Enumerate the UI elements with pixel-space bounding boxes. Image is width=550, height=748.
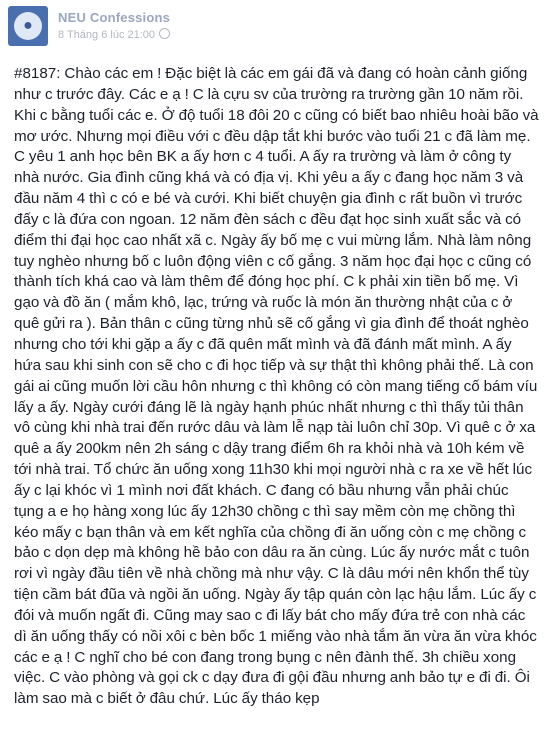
- avatar-logo: ●: [14, 12, 42, 40]
- post-timestamp-text: 8 Tháng 6 lúc 21:00: [58, 29, 156, 41]
- page-name-link[interactable]: NEU Confessions: [58, 10, 171, 25]
- post-body-text: #8187: Chào các em ! Đặc biệt là các em gái đã và đang có hoàn cảnh giống như c trước đây. Các e ạ ! C là cựu sv của trường ra trường gần 10 năm rồi. Khi c bằng tuổi các e. Ở độ tuổi 18 đôi 20 c cũng có biết bao nhiêu hoài bão và mơ ước. Nhưng mọi điều với c đều dập tắt khi bước vào tuổi 21 c đã làm mẹ. C yêu 1 anh học bên BK a ấy hơn c 4 tuổi. A ấy ra trường và làm ở công ty nhà nước. Gia đình cũng khá và có địa vị. Khi yêu a ấy c đang học năm 3 và đầu năm 4 thì c có e bé và cưới. Khi biết chuyện gia đình c rất buồn vì trước đấy c là đứa con ngoan. 12 năm đèn sách c đều đạt học sinh xuất sắc và có điểm thi đại học cao nhất xã c. Ngày ấy bố mẹ c vui mừng lắm. Nhà làm nông tuy nghèo nhưng bố c luôn động viên c cố gắng. 3 năm học đại học c cũng có thành tích khá cao và làm thêm để đóng học phí. C k phải xin tiền bố mẹ. Vì gạo và đồ ăn ( mắm khô, lạc, trứng và ruốc là món ăn thường nhật của c ở quê gửi ra ). Bản thân c cũng từng nhủ sẽ cố gắng vì gia đình để thoát nghèo nhưng cho tới khi gặp a ấy c đã quên mất mình và đã đánh mất mình. A ấy hứa sau khi sinh con sẽ cho c đi học tiếp và sự thật thì không phải thế. Là con gái ai cũng muốn lời cầu hôn nhưng c thì không có còn mang tiếng cố bám víu lấy a ấy. Ngày cưới đáng lẽ là ngày hạnh phúc nhất nhưng c thì thấy tủi thân vô cùng khi nhà trai đến rước dâu và làm lễ nạp tài luôn chỉ 30p. Vì quê c ở xa quê a ấy 200km nên 2h sáng c dậy trang điểm 6h ra khỏi nhà và 10h kém về tới nhà trai. Tổ chức ăn uống xong 11h30 khi mọi người nhà c ra xe về hết lúc ấy c lại khóc vì 1 mình nơi đất khách. C đang có bầu nhưng vẫn phải chúc tụng a e họ hàng xong lúc ấy 12h30 chồng c thì say mềm còn mẹ chồng thì kéo mấy c bạn thân và em kết nghĩa của chồng đi ăn uống còn c mẹ chồng c bảo c dọn dẹp mà không hề bảo con dâu ra ăn cùng. Lúc ấy nước mắt c tuôn rơi vì ngày đầu tiên về nhà chồng mà như vậy. C là dâu mới nên khổn thể tùy tiện cầm bát đũa và ngồi ăn uống. Ngày ấy tập quán còn lạc hậu lắm. Lúc ấy c đói và muốn ngất đi. Cũng may sao c đi lấy bát cho mấy đứa trẻ con nhà các dì ăn uống thấy có nồi xôi c bèn bốc 1 miếng vào nhà tắm ăn vừa ăn vừa khóc các e ạ ! C nghĩ cho bé con đang trong bụng c nên đành thế. 3h chiều xong việc. C vào phòng và gọi ck c dạy đưa đi gội đầu nhưng anh bảo tự e đi đi. Ôi làm sao mà c biết ở đâu chứ. Lúc ấy tháo kẹp: [14, 65, 539, 708]
- confessions-avatar-icon[interactable]: [8, 6, 48, 46]
- post-timestamp[interactable]: [58, 28, 170, 41]
- post-header: [8, 4, 542, 48]
- globe-icon: [159, 28, 170, 39]
